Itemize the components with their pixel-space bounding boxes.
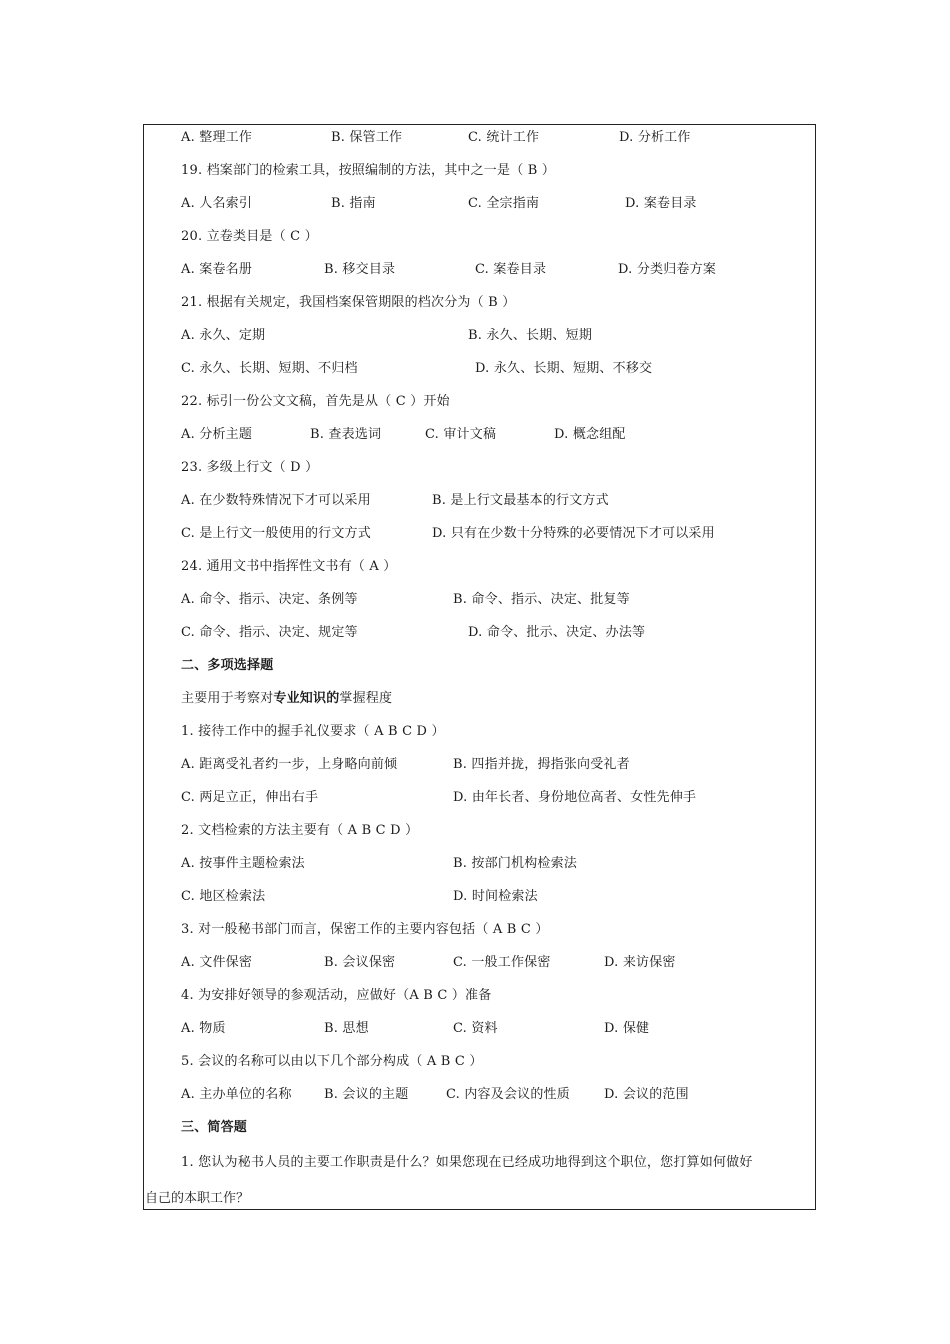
question-24-stem: 24. 通用文书中指挥性文书有（ A ） <box>181 559 397 574</box>
mc-question-5-stem: 5. 会议的名称可以由以下几个部分构成（ A B C ） <box>181 1054 483 1069</box>
option-c: C. 案卷目录 <box>475 262 547 277</box>
option-d: D. 概念组配 <box>554 427 626 442</box>
option-b: B. 会议的主题 <box>324 1087 409 1102</box>
option-b: B. 是上行文最基本的行文方式 <box>432 493 609 508</box>
question-22-stem: 22. 标引一份公文文稿，首先是从（ C ）开始 <box>181 394 450 409</box>
option-c: C. 地区检索法 <box>181 889 266 904</box>
intro-prefix: 主要用于考察对 <box>181 691 274 706</box>
option-c: C. 永久、长期、短期、不归档 <box>181 361 358 376</box>
option-c: C. 审计文稿 <box>425 427 497 442</box>
question-19-stem: 19. 档案部门的检索工具，按照编制的方法，其中之一是（ B ） <box>181 163 556 178</box>
option-d: D. 由年长者、身份地位高者、女性先伸手 <box>453 790 697 805</box>
option-a: A. 人名索引 <box>181 196 253 211</box>
option-b: B. 永久、长期、短期 <box>468 328 593 343</box>
option-b: B. 会议保密 <box>324 955 396 970</box>
short-answer-1-line2: 自己的本职工作？ <box>145 1191 250 1206</box>
option-b: B. 四指并拢，拇指张向受礼者 <box>453 757 630 772</box>
option-c: C. 命令、指示、决定、规定等 <box>181 625 358 640</box>
option-d: D. 命令、批示、决定、办法等 <box>468 625 646 640</box>
option-a: A. 整理工作 <box>181 130 253 145</box>
option-a: A. 分析主题 <box>181 427 253 442</box>
option-a: A. 命令、指示、决定、条例等 <box>181 592 358 607</box>
option-c: C. 是上行文一般使用的行文方式 <box>181 526 371 541</box>
option-b: B. 思想 <box>324 1021 369 1036</box>
intro-suffix: 掌握程度 <box>339 691 393 706</box>
question-23-stem: 23. 多级上行文（ D ） <box>181 460 319 475</box>
mc-question-3-stem: 3. 对一般秘书部门而言，保密工作的主要内容包括（ A B C ） <box>181 922 549 937</box>
option-c: C. 全宗指南 <box>468 196 540 211</box>
mc-question-2-stem: 2. 文档检索的方法主要有（ A B C D ） <box>181 823 419 838</box>
option-c: C. 资料 <box>453 1021 498 1036</box>
short-answer-1-line1: 1. 您认为秘书人员的主要工作职责是什么？如果您现在已经成功地得到这个职位，您打算如何做好 <box>181 1155 753 1170</box>
option-d: D. 时间检索法 <box>453 889 538 904</box>
option-a: A. 文件保密 <box>181 955 253 970</box>
option-d: D. 分析工作 <box>619 130 691 145</box>
option-d: D. 保健 <box>604 1021 650 1036</box>
option-c: C. 统计工作 <box>468 130 540 145</box>
option-a: A. 主办单位的名称 <box>181 1087 292 1102</box>
option-b: B. 指南 <box>331 196 376 211</box>
section-3-heading: 三、简答题 <box>181 1120 248 1135</box>
option-a: A. 永久、定期 <box>181 328 266 343</box>
option-d: D. 来访保密 <box>604 955 676 970</box>
option-b: B. 按部门机构检索法 <box>453 856 578 871</box>
option-d: D. 永久、长期、短期、不移交 <box>475 361 653 376</box>
option-a: A. 在少数特殊情况下才可以采用 <box>181 493 371 508</box>
option-a: A. 物质 <box>181 1021 226 1036</box>
intro-emphasis: 专业知识的 <box>273 691 340 706</box>
option-c: C. 一般工作保密 <box>453 955 551 970</box>
question-20-stem: 20. 立卷类目是（ C ） <box>181 229 318 244</box>
option-d: D. 案卷目录 <box>625 196 697 211</box>
question-21-stem: 21. 根据有关规定，我国档案保管期限的档次分为（ B ） <box>181 295 516 310</box>
option-b: B. 保管工作 <box>331 130 403 145</box>
section-2-intro <box>181 690 392 708</box>
option-b: B. 查表选词 <box>310 427 382 442</box>
section-2-heading: 二、多项选择题 <box>181 658 274 673</box>
option-c: C. 内容及会议的性质 <box>446 1087 570 1102</box>
option-d: D. 分类归卷方案 <box>618 262 717 277</box>
option-b: B. 移交目录 <box>324 262 396 277</box>
option-d: D. 会议的范围 <box>604 1087 689 1102</box>
option-b: B. 命令、指示、决定、批复等 <box>453 592 630 607</box>
option-d: D. 只有在少数十分特殊的必要情况下才可以采用 <box>432 526 715 541</box>
mc-question-1-stem: 1. 接待工作中的握手礼仪要求（ A B C D ） <box>181 724 445 739</box>
option-a: A. 案卷名册 <box>181 262 253 277</box>
option-a: A. 按事件主题检索法 <box>181 856 305 871</box>
option-a: A. 距离受礼者约一步，上身略向前倾 <box>181 757 398 772</box>
mc-question-4-stem: 4. 为安排好领导的参观活动，应做好（A B C ）准备 <box>181 988 492 1003</box>
option-c: C. 两足立正，伸出右手 <box>181 790 319 805</box>
